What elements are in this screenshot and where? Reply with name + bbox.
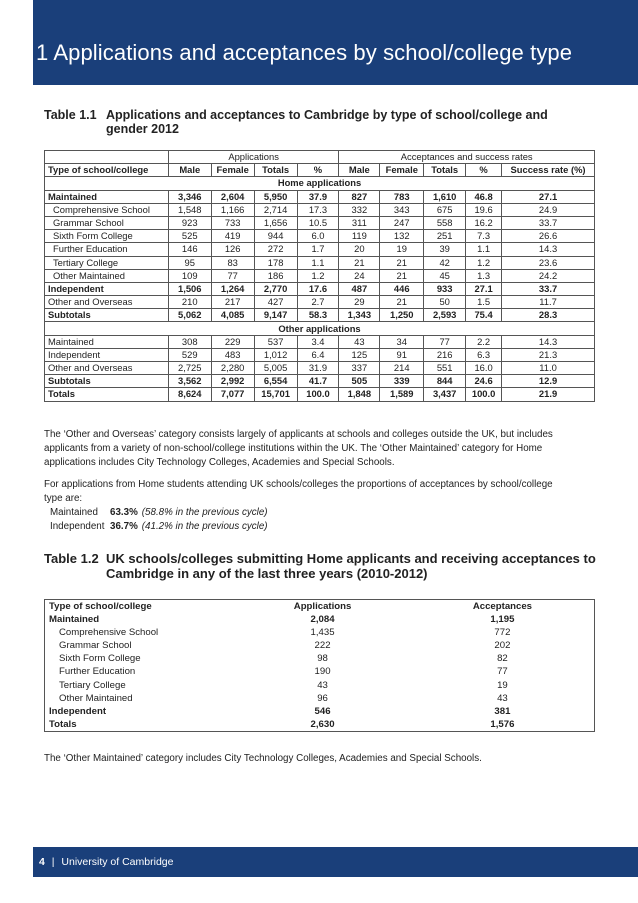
table-row	[45, 652, 595, 665]
table-cell: 923	[168, 216, 211, 229]
table-row	[45, 678, 595, 691]
row-label: Other Maintained	[59, 692, 133, 704]
notes-paragraph-2	[44, 478, 599, 534]
row-label: Grammar School	[59, 640, 132, 652]
row-label: Comprehensive School	[59, 627, 159, 639]
row-label: Further Education	[59, 666, 136, 678]
row-label: Grammar School	[45, 216, 169, 229]
table-cell: 39	[424, 243, 466, 256]
table-cell: 1.3	[466, 269, 502, 282]
column-header: Male	[339, 164, 380, 177]
table-cell: 272	[254, 243, 297, 256]
table-cell: 229	[211, 335, 254, 348]
table-cell: 20	[339, 243, 380, 256]
footer-separator: |	[51, 856, 55, 868]
table-cell: 337	[339, 362, 380, 375]
table-cell: 178	[254, 256, 297, 269]
table-cell: 944	[254, 230, 297, 243]
stat-maintained	[44, 506, 599, 520]
column-header: Applications	[293, 601, 352, 612]
column-header: %	[297, 164, 339, 177]
table-cell: 210	[168, 296, 211, 309]
table-cell: 5,950	[254, 190, 297, 203]
row-label: Maintained	[45, 190, 169, 203]
table-1-1-title-line1: Applications and acceptances to Cambridge by type of school/college and	[106, 108, 548, 122]
table-cell: 100.0	[297, 388, 339, 401]
table-cell: 8,624	[168, 388, 211, 401]
stat-previous: (41.2% in the previous cycle)	[141, 521, 268, 532]
table-cell: 125	[339, 348, 380, 361]
table-cell: 19	[380, 243, 424, 256]
table-cell: 42	[424, 256, 466, 269]
table-cell: 311	[339, 216, 380, 229]
table-cell: 14.3	[502, 243, 595, 256]
table-cell: 10.5	[297, 216, 339, 229]
table-cell: 46.8	[466, 190, 502, 203]
table-cell: 1,506	[168, 282, 211, 295]
table-cell: 5,062	[168, 309, 211, 322]
table-cell: 1,195	[490, 614, 515, 626]
notes-line: applications includes City Technology Colleges, Academies and Special Schools.	[44, 457, 395, 468]
table-cell: 43	[317, 679, 328, 691]
table-cell: 146	[168, 243, 211, 256]
page-title: 1 Applications and acceptances by school/college type	[36, 40, 573, 65]
table-cell: 11.0	[502, 362, 595, 375]
table-row	[45, 362, 595, 375]
table-cell: 29	[339, 296, 380, 309]
row-label: Further Education	[45, 243, 169, 256]
table-cell: 9,147	[254, 309, 297, 322]
table-row	[45, 665, 595, 678]
table-cell: 41.7	[297, 375, 339, 388]
table-cell: 505	[339, 375, 380, 388]
table-1-1	[44, 150, 595, 402]
table-cell: 45	[424, 269, 466, 282]
table-1-2-heading	[44, 551, 596, 581]
table-cell: 2.2	[466, 335, 502, 348]
table-1-2-note: The ‘Other Maintained’ category includes City Technology Colleges, Academies and Special Schools.	[44, 753, 482, 764]
table-1-2	[44, 599, 595, 732]
table-cell: 3,346	[168, 190, 211, 203]
row-label: Other and Overseas	[45, 296, 169, 309]
row-label: Maintained	[45, 335, 169, 348]
column-header: %	[466, 164, 502, 177]
table-cell: 827	[339, 190, 380, 203]
table-cell: 1,264	[211, 282, 254, 295]
row-label: Sixth Form College	[45, 230, 169, 243]
row-label: Independent	[49, 705, 107, 717]
table-1-1-title-line2: gender 2012	[106, 122, 179, 136]
table-cell: 222	[314, 640, 331, 652]
table-cell: 17.6	[297, 282, 339, 295]
table-row	[45, 216, 595, 229]
page-number: 4	[39, 856, 45, 868]
footer	[39, 856, 173, 868]
stat-previous: (58.8% in the previous cycle)	[141, 507, 268, 518]
section-header-row	[45, 177, 595, 190]
notes-paragraph-1	[44, 428, 599, 470]
table-row	[45, 190, 595, 203]
table-cell: 1,548	[168, 203, 211, 216]
table-cell: 214	[380, 362, 424, 375]
table-cell: 109	[168, 269, 211, 282]
section-header: Other applications	[45, 322, 595, 335]
table-cell: 2,992	[211, 375, 254, 388]
table-cell: 2,604	[211, 190, 254, 203]
table-cell: 190	[314, 666, 331, 678]
table-row	[45, 692, 595, 705]
table-cell: 27.1	[502, 190, 595, 203]
table-cell: 26.6	[502, 230, 595, 243]
table-cell: 83	[211, 256, 254, 269]
table-cell: 3.4	[297, 335, 339, 348]
table-cell: 2,593	[424, 309, 466, 322]
stat-independent	[44, 520, 599, 534]
row-label: Comprehensive School	[45, 203, 169, 216]
table-cell: 308	[168, 335, 211, 348]
column-header: Totals	[424, 164, 466, 177]
table-cell: 1.1	[466, 243, 502, 256]
table-cell: 3,562	[168, 375, 211, 388]
table-cell: 2,725	[168, 362, 211, 375]
table-cell: 1,576	[490, 718, 515, 730]
column-header: Totals	[254, 164, 297, 177]
table-cell: 21	[380, 269, 424, 282]
table-cell: 332	[339, 203, 380, 216]
table-cell: 2,770	[254, 282, 297, 295]
column-header-row	[45, 600, 595, 614]
table-1-1-number: Table 1.1	[44, 108, 97, 122]
table-cell: 23.6	[502, 256, 595, 269]
table-row	[45, 335, 595, 348]
column-header: Acceptances	[472, 601, 533, 612]
table-cell: 1,435	[310, 627, 335, 639]
table-row	[45, 348, 595, 361]
table-cell: 7,077	[211, 388, 254, 401]
table-row	[45, 639, 595, 652]
table-cell: 772	[494, 627, 511, 639]
table-cell: 6.4	[297, 348, 339, 361]
column-header: Type of school/college	[45, 164, 169, 177]
table-cell: 1,166	[211, 203, 254, 216]
table-cell: 31.9	[297, 362, 339, 375]
table-cell: 6.3	[466, 348, 502, 361]
column-header: Type of school/college	[49, 601, 152, 612]
table-cell: 19	[497, 679, 508, 691]
table-cell: 21.9	[502, 388, 595, 401]
table-cell: 98	[317, 653, 328, 665]
table-cell: 1.7	[297, 243, 339, 256]
table-cell: 24	[339, 269, 380, 282]
row-label: Independent	[45, 348, 169, 361]
table-cell: 1,589	[380, 388, 424, 401]
table-cell: 1,848	[339, 388, 380, 401]
table-cell: 126	[211, 243, 254, 256]
group-acceptances: Acceptances and success rates	[339, 151, 595, 164]
column-header-row	[45, 164, 595, 177]
column-header: Success rate (%)	[502, 164, 595, 177]
table-cell: 446	[380, 282, 424, 295]
table-cell: 15,701	[254, 388, 297, 401]
stat-value: 63.3%	[110, 507, 138, 518]
notes-line: applicants from a variety of non-school/college institutions within the UK. The ‘Other Maintained’ category for Home	[44, 443, 543, 454]
row-label: Maintained	[49, 614, 100, 626]
row-label: Totals	[49, 718, 77, 730]
table-cell: 24.9	[502, 203, 595, 216]
stat-label: Maintained	[50, 507, 98, 518]
table-cell: 6.0	[297, 230, 339, 243]
table-cell: 34	[380, 335, 424, 348]
table-cell: 217	[211, 296, 254, 309]
table-cell: 1,656	[254, 216, 297, 229]
table-cell: 1,610	[424, 190, 466, 203]
table-cell: 119	[339, 230, 380, 243]
table-cell: 537	[254, 335, 297, 348]
table-cell: 43	[497, 692, 508, 704]
table-cell: 95	[168, 256, 211, 269]
table-row	[45, 230, 595, 243]
publisher-name: University of Cambridge	[61, 856, 174, 868]
table-cell: 33.7	[502, 282, 595, 295]
table-row	[45, 203, 595, 216]
table-cell: 37.9	[297, 190, 339, 203]
row-label: Sixth Form College	[59, 653, 141, 665]
table-row	[45, 256, 595, 269]
table-cell: 14.3	[502, 335, 595, 348]
table-cell: 16.0	[466, 362, 502, 375]
table-cell: 2,084	[310, 614, 335, 626]
table-cell: 933	[424, 282, 466, 295]
table-1-1-heading	[44, 108, 548, 136]
table-1-2-title-line1: UK schools/colleges submitting Home applicants and receiving acceptances to	[106, 551, 596, 566]
table-cell: 16.2	[466, 216, 502, 229]
table-cell: 844	[424, 375, 466, 388]
section-header: Home applications	[45, 177, 595, 190]
table-cell: 381	[494, 705, 511, 717]
table-cell: 12.9	[502, 375, 595, 388]
notes-line: type are:	[44, 493, 83, 504]
row-label: Tertiary College	[45, 256, 169, 269]
table-row	[45, 718, 595, 732]
table-row	[45, 705, 595, 718]
table-row	[45, 613, 595, 626]
notes-line: The ‘Other and Overseas’ category consists largely of applicants at schools and colleges outside the UK, but includes	[44, 429, 553, 440]
table-cell: 1,250	[380, 309, 424, 322]
table-cell: 1.1	[297, 256, 339, 269]
table-row	[45, 388, 595, 401]
table-cell: 6,554	[254, 375, 297, 388]
table-row	[45, 269, 595, 282]
table-cell: 251	[424, 230, 466, 243]
table-cell: 27.1	[466, 282, 502, 295]
table-cell: 43	[339, 335, 380, 348]
table-cell: 132	[380, 230, 424, 243]
table-cell: 21	[380, 256, 424, 269]
group-header-row	[45, 151, 595, 164]
table-1-2-number: Table 1.2	[44, 551, 99, 566]
table-cell: 558	[424, 216, 466, 229]
table-cell: 11.7	[502, 296, 595, 309]
table-cell: 202	[494, 640, 511, 652]
table-cell: 50	[424, 296, 466, 309]
column-header: Male	[168, 164, 211, 177]
table-cell: 1,012	[254, 348, 297, 361]
table-cell: 1,343	[339, 309, 380, 322]
table-cell: 77	[211, 269, 254, 282]
column-header: Female	[380, 164, 424, 177]
row-label: Other Maintained	[45, 269, 169, 282]
table-cell: 427	[254, 296, 297, 309]
table-cell: 28.3	[502, 309, 595, 322]
stat-value: 36.7%	[110, 521, 138, 532]
table-cell: 419	[211, 230, 254, 243]
table-cell: 3,437	[424, 388, 466, 401]
row-label: Independent	[45, 282, 169, 295]
table-cell: 525	[168, 230, 211, 243]
table-cell: 343	[380, 203, 424, 216]
table-cell: 339	[380, 375, 424, 388]
table-row	[45, 243, 595, 256]
table-cell: 2,714	[254, 203, 297, 216]
table-cell: 216	[424, 348, 466, 361]
table-cell: 2,630	[310, 718, 335, 730]
table-cell: 247	[380, 216, 424, 229]
table-cell: 17.3	[297, 203, 339, 216]
table-cell: 82	[497, 653, 508, 665]
row-label: Tertiary College	[59, 679, 126, 691]
table-row	[45, 296, 595, 309]
table-cell: 7.3	[466, 230, 502, 243]
section-header-row	[45, 322, 595, 335]
table-cell: 1.5	[466, 296, 502, 309]
table-cell: 24.6	[466, 375, 502, 388]
table-cell: 21.3	[502, 348, 595, 361]
table-cell: 75.4	[466, 309, 502, 322]
table-row	[45, 375, 595, 388]
table-cell: 91	[380, 348, 424, 361]
table-cell: 675	[424, 203, 466, 216]
row-label: Subtotals	[45, 309, 169, 322]
table-cell: 551	[424, 362, 466, 375]
table-cell: 483	[211, 348, 254, 361]
table-cell: 19.6	[466, 203, 502, 216]
table-cell: 2,280	[211, 362, 254, 375]
table-cell: 546	[314, 705, 331, 717]
table-cell: 2.7	[297, 296, 339, 309]
table-cell: 733	[211, 216, 254, 229]
row-label: Totals	[45, 388, 169, 401]
table-cell: 186	[254, 269, 297, 282]
table-cell: 21	[380, 296, 424, 309]
table-cell: 783	[380, 190, 424, 203]
table-cell: 4,085	[211, 309, 254, 322]
table-cell: 33.7	[502, 216, 595, 229]
table-row	[45, 626, 595, 639]
table-cell: 529	[168, 348, 211, 361]
group-applications: Applications	[168, 151, 339, 164]
table-cell: 96	[317, 692, 328, 704]
column-header: Female	[211, 164, 254, 177]
table-cell: 21	[339, 256, 380, 269]
table-cell: 5,005	[254, 362, 297, 375]
notes-line: For applications from Home students attending UK schools/colleges the proportions of acceptances by school/college	[44, 479, 553, 490]
table-1-2-title-line2: Cambridge in any of the last three years (2010-2012)	[106, 566, 428, 581]
stat-label: Independent	[50, 521, 105, 532]
row-label: Other and Overseas	[45, 362, 169, 375]
table-cell: 58.3	[297, 309, 339, 322]
table-cell: 1.2	[297, 269, 339, 282]
table-cell: 100.0	[466, 388, 502, 401]
table-cell: 24.2	[502, 269, 595, 282]
table-cell: 487	[339, 282, 380, 295]
table-row	[45, 282, 595, 295]
table-cell: 1.2	[466, 256, 502, 269]
table-cell: 77	[424, 335, 466, 348]
table-row	[45, 309, 595, 322]
table-cell: 77	[497, 666, 508, 678]
row-label: Subtotals	[45, 375, 169, 388]
